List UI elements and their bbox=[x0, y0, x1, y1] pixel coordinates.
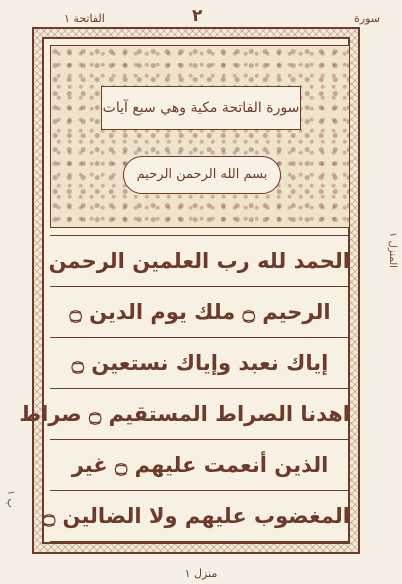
para-side-label: پ ١ bbox=[5, 490, 16, 508]
inner-page bbox=[19, 37, 350, 544]
verse-line: اهدنا الصراط المستقيم ۝ صراط bbox=[50, 388, 350, 439]
page-footer: منزل ١ bbox=[184, 567, 218, 580]
verse-line: الرحيم ۝ ملك يوم الدين ۝ bbox=[50, 286, 350, 337]
verse-line: الذين أنعمت عليهم ۝ غير bbox=[50, 439, 350, 490]
verse-line: إياك نعبد وإياك نستعين ۝ bbox=[50, 337, 350, 388]
surah-label: سورة bbox=[354, 12, 380, 25]
page-number: ٢ bbox=[192, 6, 203, 26]
verse-list bbox=[19, 235, 350, 542]
verse-line: المغضوب عليهم ولا الضالين ۝ bbox=[50, 490, 350, 542]
manzil-side-label: المنزل ١ bbox=[387, 232, 398, 268]
decorative-frame bbox=[19, 27, 360, 554]
verse-line: الحمد لله رب العلمين الرحمن bbox=[50, 235, 350, 286]
ornamental-panel bbox=[50, 45, 350, 228]
surah-title-box: سورة الفاتحة مكية وهي سبع آيات bbox=[101, 86, 301, 130]
basmala-box: بسم الله الرحمن الرحيم bbox=[123, 156, 281, 194]
surah-name: الفاتحة ١ bbox=[64, 12, 105, 25]
